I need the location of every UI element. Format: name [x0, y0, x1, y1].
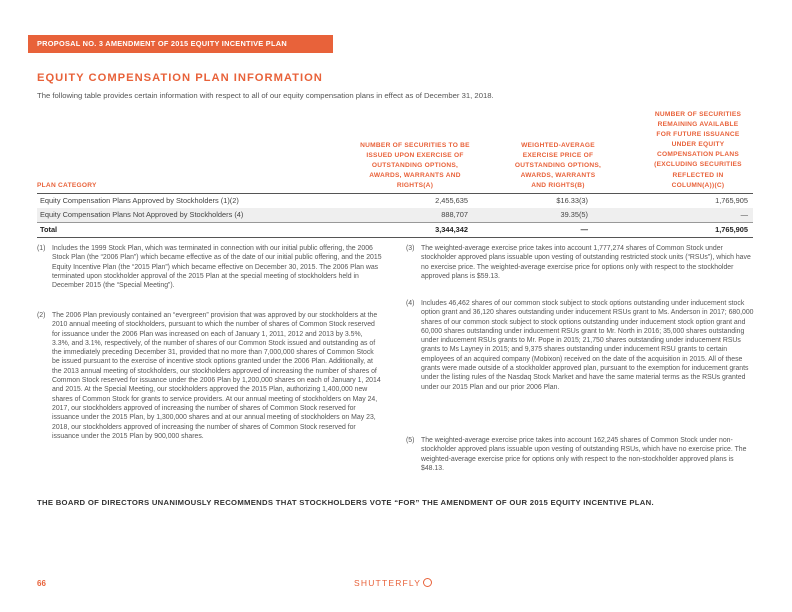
- row-value-a: 2,455,635: [435, 196, 468, 205]
- footnote-text: Includes 46,462 shares of our common stock subject to stock options outstanding under inducement stock option grant and 36,120 shares outstanding under inducement RSUs grant to Ms. Anderson in 2017; 680,000 shares of our common stock subject to stock options outstanding under inducement stock option grant and 60,000 shares outstanding under inducement RSUs grant to Mr. North in 2016; 35,000 shares outstanding under inducement RSUs grants to Mr. Pope in 2015; 21,750 shares outstanding under inducement RSUs grants to Ms Layney in 2015; and 9,375 shares outstanding under inducement RSU grants to certain employees of an acquired company (Mobixon) received on the date of the acquisition in 2015. All of these grants were made outside of a stockholder approved plan, pursuant to the exemption for inducement grants under the listing rules of the Nasdaq Stock Market and have the same material terms as the RSUs granted under our 2015 Plan and our prior 2006 Plan.: [421, 300, 754, 391]
- header-col-a: NUMBER OF SECURITIES TO BE ISSUED UPON EXERCISE OF OUTSTANDING OPTIONS, AWARDS, WARRANTS AND RIGHTS(A): [360, 142, 470, 190]
- total-value-c: 1,765,905: [715, 225, 748, 234]
- footnote-marker: (4): [406, 300, 415, 307]
- footnote-marker: (5): [406, 437, 415, 444]
- row-category: Equity Compensation Plans Not Approved by Stockholders (4): [40, 210, 244, 219]
- total-value-a: 3,344,342: [435, 225, 468, 234]
- header-col-c: NUMBER OF SECURITIES REMAINING AVAILABLE FOR FUTURE ISSUANCE UNDER EQUITY COMPENSATION PLANS (EXCLUDING SECURITIES REFLECTED IN COLUMN(A))(C): [654, 111, 742, 189]
- table-total-row: [37, 223, 753, 237]
- table-row: [37, 208, 753, 222]
- table-row: [37, 194, 753, 208]
- total-rule-bottom: [37, 237, 753, 238]
- logo-mark-icon: [423, 578, 432, 587]
- total-value-b: —: [580, 225, 588, 234]
- footnote-text: Includes the 1999 Stock Plan, which was terminated in connection with our initial public offering, the 2006 Stock Plan (the “2006 Plan”) which became effective as of the date of our initial public offering, and the 2015 Equity Incentive Plan (the “2015 Plan”) which became effective on December 30, 2015. The 2006 Plan was terminated upon stockholder approval of the 2015 Plan at the special meeting of stockholders held in December 2015 (the “Special Meeting”).: [52, 245, 382, 290]
- footnote-5: [406, 436, 756, 473]
- row-category: Equity Compensation Plans Approved by Stockholders (1)(2): [40, 196, 239, 205]
- header-col-b: WEIGHTED-AVERAGE EXERCISE PRICE OF OUTSTANDING OPTIONS, AWARDS, WARRANTS AND RIGHTS(B): [514, 142, 602, 190]
- total-label: Total: [40, 225, 58, 234]
- footnote-4: [406, 299, 756, 392]
- footnote-marker: (1): [37, 245, 46, 252]
- section-banner: PROPOSAL NO. 3 AMENDMENT OF 2015 EQUITY INCENTIVE PLAN: [28, 35, 333, 53]
- section-title: EQUITY COMPENSATION PLAN INFORMATION: [37, 72, 323, 84]
- row-value-a: 888,707: [441, 210, 468, 219]
- footnote-marker: (2): [37, 312, 46, 319]
- page-number: 66: [37, 579, 46, 588]
- footnote-1: [37, 244, 382, 290]
- row-value-b: 39.35(5): [560, 210, 588, 219]
- footnote-2: [37, 311, 382, 441]
- footnote-text: The 2006 Plan previously contained an “evergreen” provision that was approved by our stockholders at the 2010 annual meeting of stockholders, pursuant to which the number of shares of Common Stock reserved for issuance under the 2006 Plan was increased on each of January 1, 2011, 2012 and 2013 by 3.5%, 3.3%, and 3.1%, respectively, of the number of shares of our Common Stock issued and outstanding as of the immediately preceding December 31, provided that no more than 7,000,000 shares of Common Stock be issued pursuant to the exercise of incentive stock options granted under the 2006 Plan. Additionally, at the 2013 annual meeting of stockholders, our stockholders approved of increasing the number of shares of Common Stock reserved for issuance under the 2006 Plan by 1,200,000 shares on each of January 1, 2014 and 2015. At the Special Meeting, our stockholders approved the 2015 Plan, authorizing 1,400,000 new shares of Common Stock for grants to service providers. At our annual meeting of stockholders on May 24, 2017, our stockholders approved of increasing the number of shares of Common Stock reserved for issuance under the 2015 Plan, by 1,300,000 shares and at our annual meeting of stockholders on May 23, 2018, our stockholders approved of increasing the number of shares of Common Stock reserved for issuance under the 2015 Plan by 900,000 shares.: [52, 312, 381, 440]
- row-value-c: 1,765,905: [715, 196, 748, 205]
- footnote-marker: (3): [406, 245, 415, 252]
- footnote-text: The weighted-average exercise price takes into account 162,245 shares of Common Stock under non-stockholder approved plans issuable upon vesting of outstanding RSUs, which have no exercise price. The weighted-average exercise price for options only with respect to the non-stockholder approved plans is $48.13.: [421, 437, 747, 472]
- company-logo: [354, 578, 432, 588]
- intro-text: The following table provides certain information with respect to all of our equity compensation plans in effect as of December 31, 2018.: [37, 91, 494, 100]
- footnote-3: [406, 244, 756, 281]
- footnote-text: The weighted-average exercise price takes into account 1,777,274 shares of Common Stock under stockholder approved plans issuable upon vesting of outstanding restricted stock units (“RSUs”), which have no exercise price. The weighted-average exercise price for options only with respect to the stockholder approved plans is $59.13.: [421, 245, 751, 280]
- row-value-c: —: [740, 210, 748, 219]
- row-value-b: $16.33(3): [556, 196, 588, 205]
- logo-text: SHUTTERFLY: [354, 578, 422, 588]
- header-plan-category: PLAN CATEGORY: [37, 182, 97, 189]
- board-recommendation: THE BOARD OF DIRECTORS UNANIMOUSLY RECOMMENDS THAT STOCKHOLDERS VOTE “FOR” THE AMENDMENT OF OUR 2015 EQUITY INCENTIVE PLAN.: [37, 498, 654, 507]
